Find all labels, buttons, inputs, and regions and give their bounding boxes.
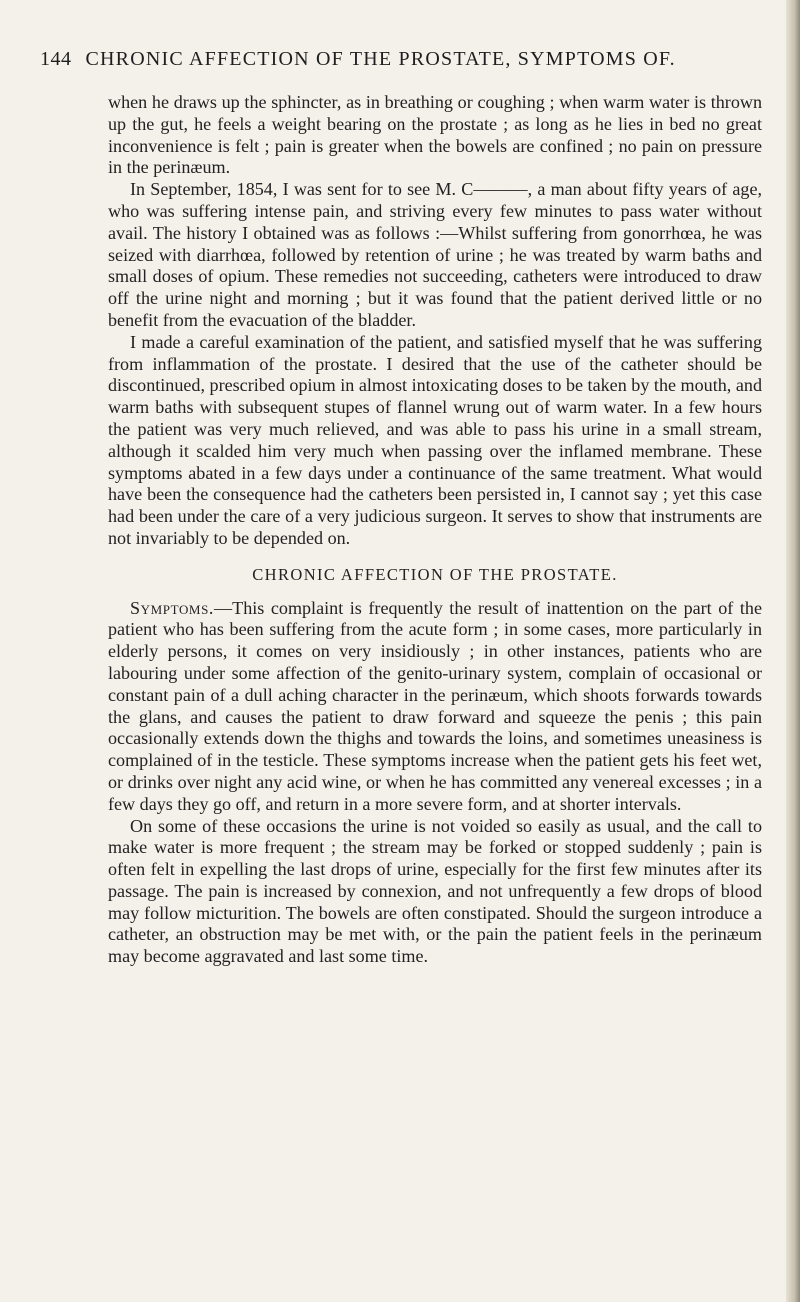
symptoms-text: —This complaint is frequently the result of inattention on the part of the patient who has been suffering from the acute form ; in some cases, more particularly in elderly persons, it comes on very insidiously ; in other instances, patients who are labouring under some affection of the genito-urinary system, complain of occasional or constant pain of a dull aching character in the perinæum, which shoots forwards towards the glans, and causes the patient to draw forward and squeeze the penis ; this pain occasionally extends down the thighs and towards the loins, and sometimes uneasiness is complained of in the testicle. These symptoms increase when the patient gets his feet wet, or drinks over night any acid wine, or when he has committed any venereal excesses ; in a few days they go off, and return in a more severe form, and at shorter intervals.	[108, 597, 762, 814]
page-number: 144	[40, 48, 72, 70]
page-edge-shadow	[786, 0, 800, 1302]
section-heading: CHRONIC AFFECTION OF THE PROSTATE.	[252, 564, 618, 584]
page-body	[108, 92, 762, 968]
paragraph-examination: I made a careful examination of the patient, and satisfied myself that he was suffering from inflammation of the prostate. I desired that the use of the catheter should be discontinued, prescribed opium in almost intoxicating doses to be taken by the mouth, and warm baths with subsequent stupes of flannel wrung out of warm water. In a few hours the patient was very much relieved, and was able to pass his urine in a small stream, although it scalded him very much when passing over the inflamed membrane. These symptoms abated in a few days under a continuance of the same treatment. What would have been the consequence had the catheters been persisted in, I cannot say ; yet this case had been under the care of a very judicious surgeon. It serves to show that instruments are not invariably to be depended on.	[108, 331, 762, 548]
paragraph-case-history: In September, 1854, I was sent for to see M. C———, a man about fifty years of age, who was suffering intense pain, and striving every few minutes to pass water without avail. The history I obtained was as follows :—Whilst suffering from gonorrhœa, he was seized with diarrhœa, followed by retention of urine ; he was treated by warm baths and small doses of opium. These remedies not succeeding, catheters were introduced to draw off the urine night and morning ; but it was found that the patient derived little or no benefit from the evacuation of the bladder.	[108, 179, 762, 330]
paragraph-continuation: when he draws up the sphincter, as in breathing or coughing ; when warm water is thrown up the gut, he feels a weight bearing on the prostate ; as long as he lies in bed no great inconvenience is felt ; pain is greater when the bowels are confined ; no pain on pressure in the perinæum.	[108, 92, 762, 178]
paragraph-symptoms	[108, 598, 762, 816]
paragraph-occasions: On some of these occasions the urine is not voided so easily as usual, and the call to make water is more frequent ; the stream may be forked or stopped suddenly ; pain is often felt in expelling the last drops of urine, especially for the first few minutes after its passage. The pain is increased by connexion, and not unfrequently a few drops of blood may follow micturition. The bowels are often constipated. Should the surgeon introduce a catheter, an obstruction may be met with, or the pain the patient feels in the perinæum may become aggravated and last some time.	[108, 815, 762, 967]
symptoms-label: Symptoms.	[130, 597, 215, 618]
running-header	[40, 48, 770, 71]
running-title: CHRONIC AFFECTION OF THE PROSTATE, SYMPTOMS OF.	[85, 48, 676, 70]
